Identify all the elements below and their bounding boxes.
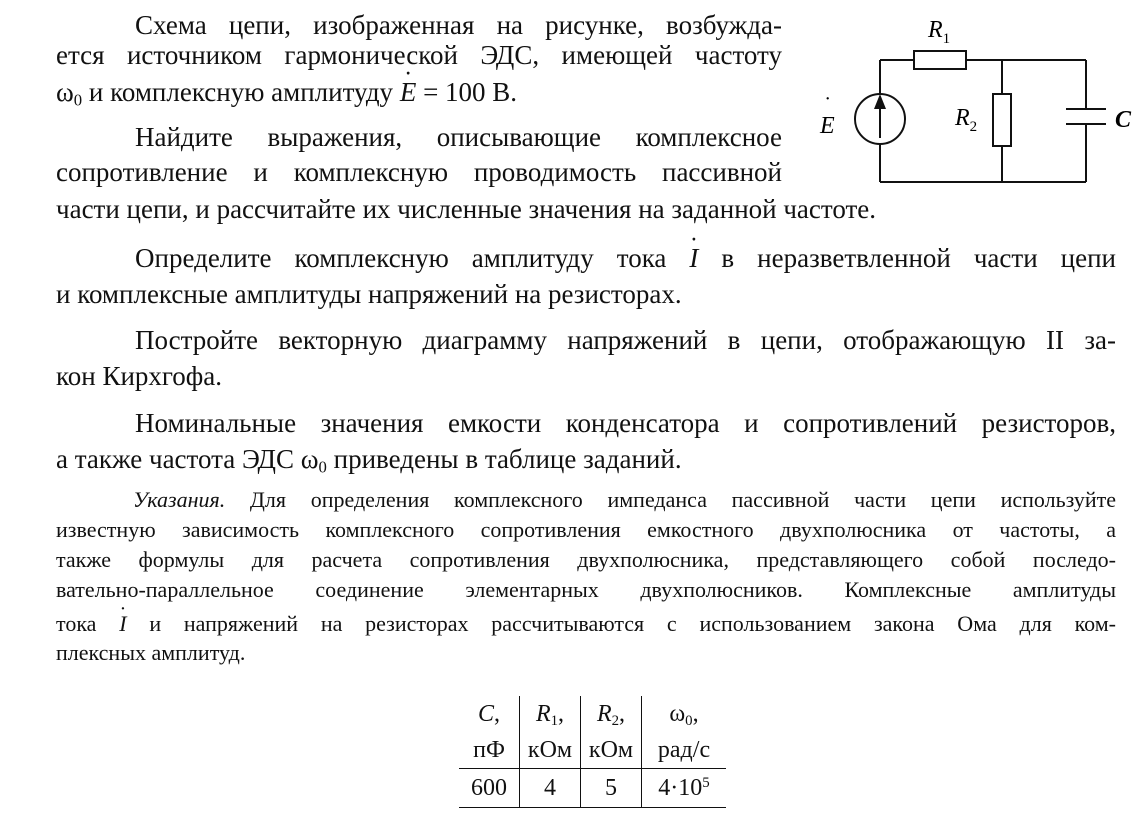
note-line-5-before: тока: [56, 611, 120, 636]
note-line-2: известную зависимость комплексного сопротивления емкостного двухполюсника от частоты, а: [56, 517, 1116, 542]
emf-label: E: [820, 113, 835, 139]
note-line-1-text: Для определения комплексного импеданса пассивной части цепи используйте: [225, 487, 1116, 512]
emf-amplitude-symbol: ˙ E: [400, 73, 417, 111]
value-capacitance: 600: [459, 769, 520, 808]
paragraph-1-line-3: [56, 73, 517, 111]
current-amplitude-symbol: ˙ I: [119, 609, 126, 639]
r2-label: $R_2$: [955, 105, 978, 135]
note-label: Указания.: [133, 487, 226, 512]
resistor-r1: [914, 51, 966, 69]
paragraph-4-line-1: Постройте векторную диаграмму напряжений в цепи, отображающую II за-: [135, 325, 1116, 355]
note-line-3: также формулы для расчета сопротивления двухполюсника, представляющего собой последо-: [56, 547, 1116, 572]
omega-subscript: 0: [73, 90, 83, 110]
capacitor-label: C: [1115, 107, 1132, 133]
paragraph-2-line-1: Найдите выражения, описывающие комплексное: [135, 122, 782, 152]
paragraph-4-line-2: кон Кирхгофа.: [56, 361, 223, 391]
omega-subscript: 0: [318, 457, 327, 477]
value-r1: 4: [520, 769, 581, 808]
note-line-4: вательно-параллельное соединение элементарных двухполюсников. Комплексные амплитуды: [56, 577, 1116, 602]
note-line-1: [133, 485, 1116, 515]
paragraph-3-text-after: в неразветвленной части цепи: [698, 243, 1116, 273]
paragraph-2-line-2: сопротивление и комплексную проводимость пассивной: [56, 157, 782, 187]
paragraph-2-line-3: части цепи, и рассчитайте их численные значения на заданной частоте.: [56, 194, 877, 224]
header-r2: $R_2$, кОм: [581, 696, 642, 769]
paragraph-3-text-before: Определите комплексную амплитуду тока: [135, 243, 690, 273]
paragraph-3-line-1: [135, 239, 1116, 277]
paragraph-5-text-after: приведены в таблице заданий.: [326, 444, 682, 474]
emf-amplitude-value: = 100 В.: [416, 77, 518, 107]
emf-label-dot: ˙: [824, 92, 832, 117]
r1-label: $R_1$: [928, 17, 951, 47]
paragraph-1-line-2: ется источником гармонической ЭДС, имеющей частоту: [56, 40, 782, 70]
note-line-5-after: и напряжений на резисторах рассчитываются с использованием закона Ома для ком-: [126, 611, 1116, 636]
paragraph-5-line-1: Номинальные значения емкости конденсатора и сопротивлений резисторов,: [135, 408, 1116, 438]
value-r2: 5: [581, 769, 642, 808]
circuit-diagram: [810, 8, 1140, 188]
current-amplitude-symbol: ˙ I: [689, 239, 698, 277]
table-row: [459, 769, 726, 808]
note-line-5: [56, 609, 1116, 639]
paragraph-5-line-2: [56, 440, 682, 478]
note-line-6: плексных амплитуд.: [56, 640, 246, 665]
resistor-r2: [993, 94, 1011, 146]
header-omega: $\omega_0$, рад/с: [642, 696, 727, 769]
parameters-table: [459, 696, 726, 808]
header-capacitance: C, пФ: [459, 696, 520, 769]
header-r1: $R_1$, кОм: [520, 696, 581, 769]
omega-symbol: ω: [300, 444, 319, 474]
omega-symbol: ω: [56, 77, 74, 107]
table-header-row: [459, 696, 726, 769]
paragraph-1-line-1: Схема цепи, изображенная на рисунке, возбужда-: [135, 10, 782, 40]
value-omega: $4\cdot 10^5$: [642, 769, 727, 808]
paragraph-5-text-before: а также частота ЭДС: [56, 444, 301, 474]
paragraph-1-line-3-text: и комплексную амплитуду: [82, 77, 400, 107]
paragraph-3-line-2: и комплексные амплитуды напряжений на резисторах.: [56, 279, 682, 309]
